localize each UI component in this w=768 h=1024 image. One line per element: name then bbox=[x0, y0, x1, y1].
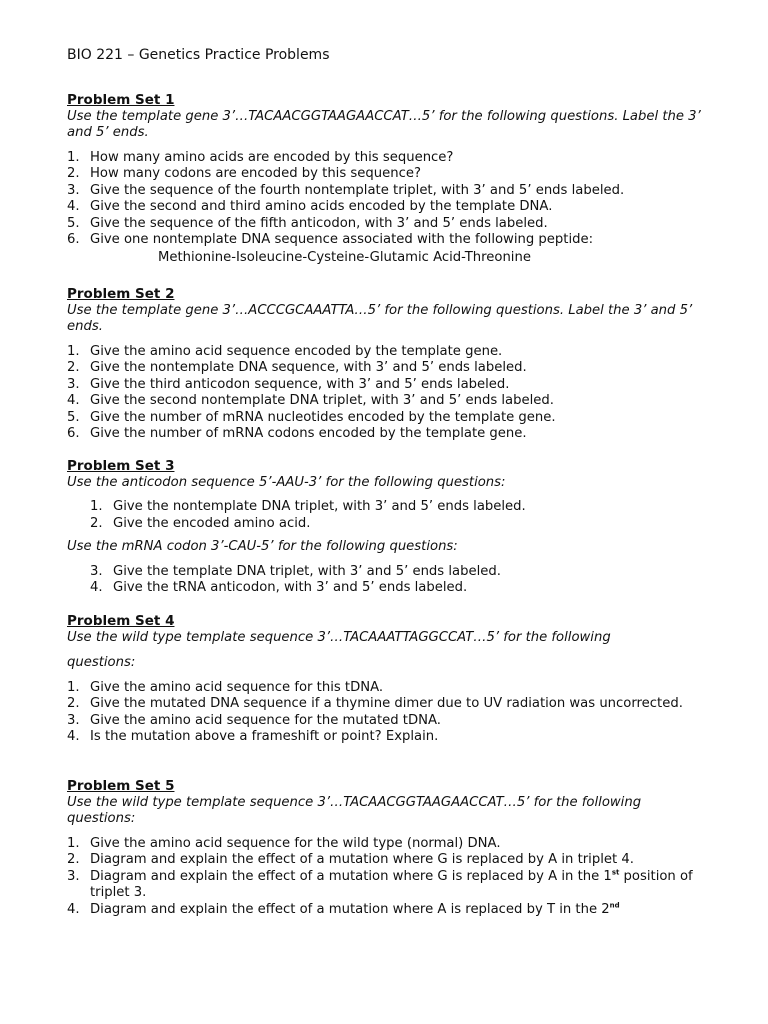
problem-set-5-list bbox=[67, 836, 707, 919]
problem-set-3 bbox=[67, 458, 707, 597]
item-number: 2. bbox=[67, 166, 80, 181]
list-item bbox=[67, 377, 707, 394]
list-item bbox=[67, 580, 707, 597]
item-text: Give the third anticodon sequence, with 3’ and 5’ ends labeled. bbox=[90, 376, 510, 392]
item-text-cont: position of triplet 3. bbox=[90, 868, 693, 900]
list-item bbox=[67, 902, 707, 919]
list-item bbox=[67, 836, 707, 853]
list-item bbox=[67, 869, 707, 902]
item-text: Give the second and third amino acids encoded by the template DNA. bbox=[90, 199, 553, 214]
problem-set-1-heading: Problem Set 1 bbox=[67, 92, 175, 108]
item-text: Is the mutation above a frameshift or point? Explain. bbox=[90, 729, 439, 744]
item-text: Give the sequence of the fourth nontemplate triplet, with 3’ and 5’ ends labeled. bbox=[90, 182, 625, 198]
list-item bbox=[67, 696, 707, 713]
list-item bbox=[67, 680, 707, 697]
item-number: 2. bbox=[67, 360, 80, 375]
item-text: Give the number of mRNA codons encoded by the template gene. bbox=[90, 426, 527, 441]
item-number: 2. bbox=[90, 515, 103, 531]
item-number: 4. bbox=[90, 580, 103, 595]
list-item bbox=[67, 410, 707, 427]
item-number: 3. bbox=[67, 376, 80, 392]
problem-set-3-list-a bbox=[67, 499, 707, 532]
item-text: Give the sequence of the fifth anticodon, with 3’ and 5’ ends labeled. bbox=[90, 215, 548, 231]
list-item bbox=[67, 360, 707, 377]
list-item bbox=[67, 713, 707, 730]
item-number: 2. bbox=[67, 696, 80, 711]
item-text: Give the tRNA anticodon, with 3’ and 5’ ends labeled. bbox=[113, 580, 468, 595]
item-number: 4. bbox=[67, 199, 80, 214]
item-text: Give the second nontemplate DNA triplet, with 3’ and 5’ ends labeled. bbox=[90, 393, 554, 408]
item-text: Give the number of mRNA nucleotides encoded by the template gene. bbox=[90, 409, 556, 425]
ordinal-suffix: st bbox=[611, 868, 620, 877]
item-text: Give the nontemplate DNA sequence, with 3’ and 5’ ends labeled. bbox=[90, 360, 527, 375]
problem-set-4-instructions-cont: questions: bbox=[67, 655, 136, 670]
problem-set-1-instructions: Use the template gene 3’…TACAACGGTAAGAACCAT…5’ for the following questions. Label the 3’ and 5’ ends. bbox=[67, 108, 701, 140]
problem-set-5-heading: Problem Set 5 bbox=[67, 778, 175, 794]
item-number: 4. bbox=[67, 901, 80, 917]
problem-set-4-heading: Problem Set 4 bbox=[67, 613, 175, 629]
item-number: 3. bbox=[67, 712, 80, 728]
list-item bbox=[67, 232, 707, 249]
item-text: Give the amino acid sequence for the wild type (normal) DNA. bbox=[90, 835, 501, 851]
problem-set-3-heading: Problem Set 3 bbox=[67, 458, 175, 474]
problem-set-4 bbox=[67, 613, 707, 746]
list-item bbox=[67, 344, 707, 361]
problem-set-5-instructions: Use the wild type template sequence 3’…TACAACGGTAAGAACCAT…5’ for the following questions: bbox=[67, 794, 642, 826]
problem-set-2 bbox=[67, 286, 707, 443]
item-text: Give one nontemplate DNA sequence associated with the following peptide: bbox=[90, 232, 594, 247]
problem-set-4-list bbox=[67, 680, 707, 746]
item-number: 3. bbox=[90, 563, 103, 579]
item-text: Give the amino acid sequence for the mutated tDNA. bbox=[90, 712, 441, 728]
item-text: How many codons are encoded by this sequence? bbox=[90, 166, 421, 181]
item-text: Give the template DNA triplet, with 3’ and 5’ ends labeled. bbox=[113, 563, 501, 579]
item-number: 1. bbox=[67, 679, 80, 695]
item-text: Diagram and explain the effect of a mutation where G is replaced by A in triplet 4. bbox=[90, 852, 634, 867]
item-number: 4. bbox=[67, 729, 80, 744]
problem-set-3-list-b bbox=[67, 564, 707, 597]
item-number: 2. bbox=[67, 852, 80, 867]
item-number: 5. bbox=[67, 409, 80, 425]
list-item bbox=[67, 393, 707, 410]
problem-set-1 bbox=[67, 92, 707, 266]
problem-set-3-instructions-a: Use the anticodon sequence 5’-AAU-3’ for the following questions: bbox=[67, 474, 506, 490]
item-number: 3. bbox=[67, 868, 80, 884]
item-text: Diagram and explain the effect of a mutation where G is replaced by A in the 1 bbox=[90, 868, 612, 884]
item-text: Give the amino acid sequence encoded by the template gene. bbox=[90, 343, 503, 359]
problem-set-2-heading: Problem Set 2 bbox=[67, 286, 175, 302]
problem-set-1-list bbox=[67, 150, 707, 249]
item-number: 6. bbox=[67, 232, 80, 247]
item-text: Give the encoded amino acid. bbox=[113, 515, 311, 531]
problem-set-4-instructions: Use the wild type template sequence 3’…TACAAATTAGGCCAT…5’ for the following bbox=[67, 629, 611, 645]
list-item bbox=[67, 183, 707, 200]
problem-set-2-list bbox=[67, 344, 707, 443]
item-text: Diagram and explain the effect of a mutation where A is replaced by T in the 2 bbox=[90, 901, 610, 917]
list-item bbox=[67, 216, 707, 233]
peptide-sequence: Methionine-Isoleucine-Cysteine-Glutamic Acid-Threonine bbox=[158, 249, 531, 265]
ordinal-suffix: nd bbox=[609, 901, 620, 910]
item-number: 3. bbox=[67, 182, 80, 198]
item-number: 1. bbox=[67, 343, 80, 359]
item-number: 1. bbox=[67, 835, 80, 851]
list-item bbox=[67, 852, 707, 869]
item-text: Give the amino acid sequence for this tDNA. bbox=[90, 679, 384, 695]
list-item bbox=[67, 199, 707, 216]
item-text: Give the nontemplate DNA triplet, with 3’ and 5’ ends labeled. bbox=[113, 499, 526, 514]
problem-set-3-instructions-b: Use the mRNA codon 3’-CAU-5’ for the following questions: bbox=[67, 539, 458, 554]
list-item bbox=[67, 729, 707, 746]
item-number: 5. bbox=[67, 215, 80, 231]
list-item bbox=[67, 564, 707, 581]
list-item bbox=[67, 499, 707, 516]
item-number: 1. bbox=[67, 149, 80, 165]
list-item bbox=[67, 150, 707, 167]
problem-set-2-instructions: Use the template gene 3’…ACCCGCAAATTA…5’ for the following questions. Label the 3’ and 5’ ends. bbox=[67, 302, 693, 334]
list-item bbox=[67, 426, 707, 443]
list-item bbox=[67, 516, 707, 533]
list-item bbox=[67, 166, 707, 183]
item-number: 4. bbox=[67, 393, 80, 408]
item-text: How many amino acids are encoded by this sequence? bbox=[90, 149, 454, 165]
item-number: 1. bbox=[90, 499, 103, 514]
problem-set-5 bbox=[67, 778, 707, 918]
item-number: 6. bbox=[67, 426, 80, 441]
item-text: Give the mutated DNA sequence if a thymine dimer due to UV radiation was uncorrected. bbox=[90, 696, 683, 711]
document-title: BIO 221 – Genetics Practice Problems bbox=[67, 47, 330, 63]
